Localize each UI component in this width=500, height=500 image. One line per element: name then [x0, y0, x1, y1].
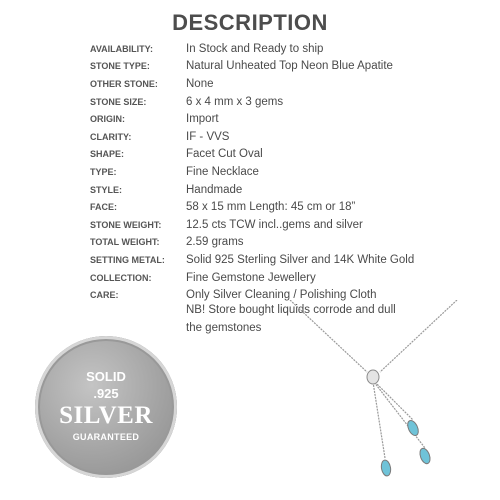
spec-value: Facet Cut Oval: [186, 148, 263, 161]
chain-left: [290, 300, 367, 372]
spec-row-clarity: [90, 128, 414, 146]
spec-row-collection: [90, 269, 414, 287]
apatite-gem-1: [406, 419, 421, 437]
spec-label: CARE:: [90, 290, 119, 301]
apatite-gem-2: [418, 447, 432, 465]
spec-label: STONE SIZE:: [90, 96, 147, 107]
drop-chain-3: [374, 382, 425, 448]
spec-value: Natural Unheated Top Neon Blue Apatite: [186, 60, 393, 73]
spec-label: TOTAL WEIGHT:: [90, 237, 160, 248]
care-note-line-2: the gemstones: [186, 322, 262, 334]
page-title: DESCRIPTION: [172, 10, 328, 35]
apatite-gem-3: [380, 459, 392, 476]
badge-guaranteed-text: GUARANTEED: [72, 432, 140, 442]
solid-silver-badge: [35, 336, 177, 478]
spec-row-total-weight: [90, 234, 414, 252]
spec-list: [90, 40, 414, 304]
spec-value: Import: [186, 113, 219, 126]
spec-label: STONE TYPE:: [90, 61, 150, 72]
spec-value: In Stock and Ready to ship: [186, 42, 324, 55]
spec-row-availability: [90, 40, 414, 58]
spec-value: Solid 925 Sterling Silver and 14K White Gold: [186, 253, 415, 266]
badge-solid-text: SOLID: [86, 369, 126, 384]
spec-row-origin: [90, 110, 414, 128]
spec-value: 6 x 4 mm x 3 gems: [186, 95, 284, 108]
spec-value: Only Silver Cleaning / Polishing Cloth: [186, 289, 377, 302]
necklace-image: [285, 300, 465, 500]
spec-label: FACE:: [90, 202, 117, 213]
spec-value: None: [186, 77, 214, 90]
spec-label: STONE WEIGHT:: [90, 219, 162, 230]
spec-row-style: [90, 181, 414, 199]
spec-value: Fine Gemstone Jewellery: [186, 271, 316, 284]
spec-row-face: [90, 198, 414, 216]
drop-chain-1: [373, 382, 385, 458]
spec-row-type: [90, 163, 414, 181]
spec-label: SHAPE:: [90, 149, 125, 160]
spec-value: IF - VVS: [186, 130, 230, 143]
spec-row-other-stone: [90, 75, 414, 93]
spec-row-stone-weight: [90, 216, 414, 234]
spec-row-stone-size: [90, 93, 414, 111]
badge-925-text: .925: [93, 386, 119, 401]
spec-label: COLLECTION:: [90, 272, 152, 283]
spec-value: 12.5 cts TCW incl..gems and silver: [186, 218, 363, 231]
spec-value: 2.59 grams: [186, 236, 244, 249]
chain-right: [380, 300, 457, 372]
spec-row-shape: [90, 146, 414, 164]
drop-chain-2: [375, 382, 413, 420]
pendant-bail: [367, 370, 379, 384]
care-note-line-1: NB! Store bought liquids corrode and dull: [186, 304, 396, 316]
spec-label: AVAILABILITY:: [90, 43, 153, 54]
spec-value: 58 x 15 mm Length: 45 cm or 18”: [186, 201, 356, 214]
spec-row-setting-metal: [90, 251, 414, 269]
spec-label: TYPE:: [90, 166, 117, 177]
spec-label: STYLE:: [90, 184, 123, 195]
spec-value: Handmade: [186, 183, 243, 196]
spec-label: CLARITY:: [90, 131, 132, 142]
spec-label: OTHER STONE:: [90, 78, 158, 89]
spec-value: Fine Necklace: [186, 165, 259, 178]
spec-label: ORIGIN:: [90, 114, 125, 125]
badge-silver-text: SILVER: [59, 402, 153, 429]
spec-row-stone-type: [90, 58, 414, 76]
spec-label: SETTING METAL:: [90, 254, 165, 265]
